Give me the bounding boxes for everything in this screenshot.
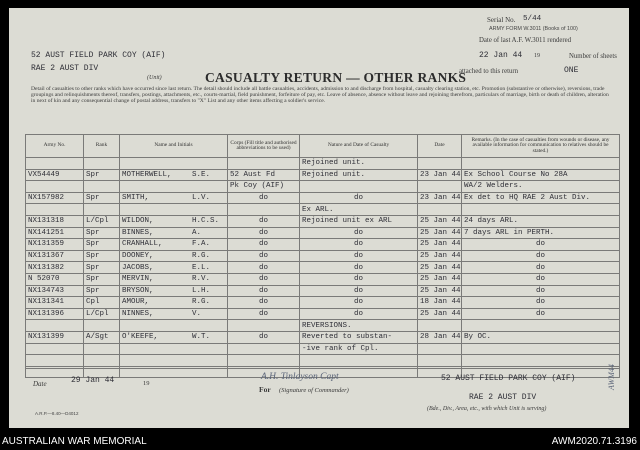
cell-no: NX131359 [26,239,84,251]
army-form-label: ARMY FORM W.3011 (Books of 100) [489,26,578,32]
printer-mark: A.R.P.—8.40—D4012 [35,411,79,416]
date-year: 19 [143,380,150,387]
col-date: Date [418,135,462,158]
initials: L.V. [192,194,211,203]
cell-date: 25 Jan 44 [418,239,462,251]
commander-caption: (Signature of Commander) [279,387,349,394]
surname: CRANHALL, [122,240,163,249]
initials: R.V. [192,275,211,284]
form-sheet [9,8,629,428]
cell-nature: Ex ARL. [300,204,418,216]
cell-remarks: Ex det to HQ RAE 2 Aust Div. [462,192,620,204]
intro-paragraph: Detail of casualties to other ranks which have occurred since last return. The detail should include all battle casualties, accidents, admission to and discharge from hospital, casualty clearing station, etc. Promotion (substantive or otherwise), reversions, trade groupings and relinquishments thereof, transfers, postings, attachments, etc., courts-martial, field punishment, forfeiture of pay, etc. Leave of absence, absence without leave and rejoining therefrom, particulars of marriage, birth or death of children, alteration in next of kin and any consequential change of postal address, transfers to "X" List and any other items affecting a soldier's service. [31,86,609,105]
cell-name [120,227,228,239]
cell-remarks: By OC. [462,331,620,343]
cell-corps: do [228,262,300,274]
cell-name [120,262,228,274]
cell-remarks: do [462,308,620,320]
cell-corps: do [228,250,300,262]
cell-remarks: WA/2 Welders. [462,181,620,193]
cell-nature: do [300,273,418,285]
footer-unit-line-2: RAE 2 AUST DIV [469,393,537,402]
cell-remarks [462,158,620,170]
table-row [26,262,620,274]
cell-remarks: do [462,239,620,251]
cell-remarks: do [462,273,620,285]
cell-corps [228,343,300,355]
table-row [26,239,620,251]
attached-value: ONE [564,66,579,75]
cell-no: N 52070 [26,273,84,285]
cell-no [26,181,84,193]
cell-date: 25 Jan 44 [418,262,462,274]
cell-nature: -ive rank of Cpl. [300,343,418,355]
cell-name [120,239,228,251]
unit-line-1: 52 AUST FIELD PARK COY (AIF) [31,51,166,60]
cell-nature [300,181,418,193]
cell-corps: 52 Aust Fd [228,169,300,181]
cell-no: NX131382 [26,262,84,274]
surname: BINNES, [122,228,154,237]
surname: DOONEY, [122,252,154,261]
surname: O'KEEFE, [122,333,159,342]
cell-nature: do [300,227,418,239]
cell-date: 23 Jan 44 [418,169,462,181]
cell-rank: Spr [84,169,120,181]
initials: F.A. [192,240,211,249]
cell-rank: Spr [84,239,120,251]
cell-nature: Rejoined unit ex ARL [300,215,418,227]
cell-rank: L/Cpl [84,215,120,227]
cell-name [120,215,228,227]
initials: E.L. [192,263,211,272]
unit-caption: (Unit) [147,75,162,81]
surname: WILDON, [122,217,154,226]
cell-date: 25 Jan 44 [418,227,462,239]
cell-no [26,343,84,355]
cell-rank: Spr [84,262,120,274]
surname: MOTHERWELL, [122,170,172,179]
cell-remarks [462,343,620,355]
cell-rank: Spr [84,192,120,204]
cell-remarks: do [462,297,620,309]
col-corps: Corps (Fill title and authorised abbreviations to be used) [228,135,300,158]
cell-no: VX54449 [26,169,84,181]
table-row [26,343,620,355]
table-row [26,285,620,297]
cell-rank [84,343,120,355]
cell-remarks [462,320,620,332]
table-row [26,227,620,239]
cell-corps: do [228,285,300,297]
cell-name [120,250,228,262]
cell-name [120,169,228,181]
cell-nature: Reverted to substan- [300,331,418,343]
cell-remarks: 24 days ARL. [462,215,620,227]
cell-date: 25 Jan 44 [418,308,462,320]
cell-name [120,331,228,343]
date-value: 29 Jan 44 [71,376,115,385]
margin-handwritten-note: AWM44 [607,364,616,390]
table-row [26,297,620,309]
date-label: Date [33,380,47,388]
cell-nature: do [300,262,418,274]
cell-name [120,355,228,367]
surname: JACOBS, [122,263,154,272]
cell-date [418,181,462,193]
cell-corps [228,204,300,216]
col-nature: Nature and Date of Casualty [300,135,418,158]
initials: L.H. [192,286,211,295]
cell-remarks: do [462,262,620,274]
form-title: CASUALTY RETURN — OTHER RANKS [205,70,467,85]
cell-remarks: do [462,285,620,297]
cell-name [120,320,228,332]
bottom-rule [25,368,619,369]
cell-nature: do [300,192,418,204]
col-remarks: Remarks. (In the case of casualties from wounds or disease, any available information for communication to relatives should be stated.) [462,135,620,158]
cell-corps: do [228,227,300,239]
cell-corps: do [228,192,300,204]
cell-rank [84,355,120,367]
cell-date: 25 Jan 44 [418,285,462,297]
footer-unit-line-1: 52 AUST FIELD PARK COY (AIF) [441,374,576,383]
cell-no [26,158,84,170]
cell-nature [300,355,418,367]
cell-nature: do [300,239,418,251]
cell-name [120,273,228,285]
table-row [26,215,620,227]
cell-corps: do [228,331,300,343]
cell-remarks: 7 days ARL in PERTH. [462,227,620,239]
cell-name [120,181,228,193]
table-row [26,204,620,216]
cell-name [120,308,228,320]
cell-name [120,343,228,355]
cell-nature: do [300,285,418,297]
cell-no: NX131396 [26,308,84,320]
cell-no [26,204,84,216]
cell-nature: do [300,250,418,262]
cell-remarks: do [462,250,620,262]
cell-rank [84,181,120,193]
table-row [26,181,620,193]
cell-rank: Spr [84,273,120,285]
cell-name [120,192,228,204]
cell-name [120,297,228,309]
col-name: Name and Initials [120,135,228,158]
cell-rank: Spr [84,250,120,262]
surname: BRYSON, [122,286,154,295]
cell-date [418,320,462,332]
surname: MERVIN, [122,275,154,284]
cell-corps [228,355,300,367]
cell-no: NX134743 [26,285,84,297]
cell-nature: do [300,297,418,309]
table-row [26,320,620,332]
date-last-year: 19 [534,53,540,59]
cell-rank: Spr [84,285,120,297]
cell-date: 23 Jan 44 [418,192,462,204]
commander-signature: A.H. Tinlayson Capt [261,372,339,382]
credit-left: AUSTRALIAN WAR MEMORIAL [2,436,147,447]
unit-line-2: RAE 2 AUST DIV [31,64,99,73]
col-rank: Rank [84,135,120,158]
initials: S.E. [192,170,211,179]
cell-corps: do [228,215,300,227]
initials: A. [192,228,202,237]
cell-rank [84,320,120,332]
table-header-row [26,135,620,158]
table-row [26,169,620,181]
casualty-table [25,134,620,378]
initials: R.G. [192,298,211,307]
cell-rank: Cpl [84,297,120,309]
surname: NINNES, [122,310,154,319]
surname: AMOUR, [122,298,150,307]
col-army-no: Army No. [26,135,84,158]
cell-no: NX131341 [26,297,84,309]
cell-corps: do [228,273,300,285]
date-last-value: 22 Jan 44 [479,51,523,60]
cell-name [120,285,228,297]
cell-nature: REVERSIONS. [300,320,418,332]
table-row [26,355,620,367]
table-row [26,273,620,285]
cell-remarks [462,355,620,367]
surname: SMITH, [122,194,150,203]
cell-name [120,204,228,216]
initials: H.C.S. [192,217,220,226]
cell-no [26,320,84,332]
initials: W.T. [192,333,211,342]
cell-nature: Rejoined unit. [300,158,418,170]
table-row [26,308,620,320]
cell-nature: do [300,308,418,320]
cell-date: 25 Jan 44 [418,273,462,285]
cell-rank: Spr [84,227,120,239]
table-row [26,250,620,262]
cell-date: 28 Jan 44 [418,331,462,343]
cell-date: 18 Jan 44 [418,297,462,309]
for-label: For [259,385,271,394]
date-last-label: Date of last A.F. W.3011 rendered [479,37,572,44]
cell-date [418,355,462,367]
serial-value: 5/44 [523,15,542,23]
cell-remarks: Ex School Course No 28A [462,169,620,181]
image-credit-bar [0,432,640,450]
cell-rank: A/Sgt [84,331,120,343]
cell-rank: L/Cpl [84,308,120,320]
cell-no: NX141251 [26,227,84,239]
initials: R.G. [192,252,211,261]
cell-rank [84,158,120,170]
cell-no: NX157982 [26,192,84,204]
sheets-label: Number of sheets [569,53,617,60]
cell-corps: Pk Coy (AIF) [228,181,300,193]
cell-corps: do [228,239,300,251]
cell-corps [228,158,300,170]
serial-label: Serial No. [487,16,516,24]
cell-no: NX131318 [26,215,84,227]
cell-date: 25 Jan 44 [418,250,462,262]
cell-corps: do [228,308,300,320]
table-row [26,192,620,204]
cell-no: NX131367 [26,250,84,262]
credit-right: AWM2020.71.3196 [551,436,637,447]
cell-date [418,158,462,170]
cell-name [120,158,228,170]
cell-no: NX131399 [26,331,84,343]
cell-remarks [462,204,620,216]
cell-date [418,343,462,355]
table-row [26,331,620,343]
cell-date: 25 Jan 44 [418,215,462,227]
cell-rank [84,204,120,216]
table-row [26,158,620,170]
cell-no [26,355,84,367]
attached-label: attached to this return [459,68,519,75]
cell-nature: Rejoined unit. [300,169,418,181]
cell-corps [228,320,300,332]
bde-caption: (Bde., Div., Area, etc., with which Unit is serving) [427,406,547,412]
cell-date [418,204,462,216]
initials: V. [192,310,202,319]
cell-corps: do [228,297,300,309]
